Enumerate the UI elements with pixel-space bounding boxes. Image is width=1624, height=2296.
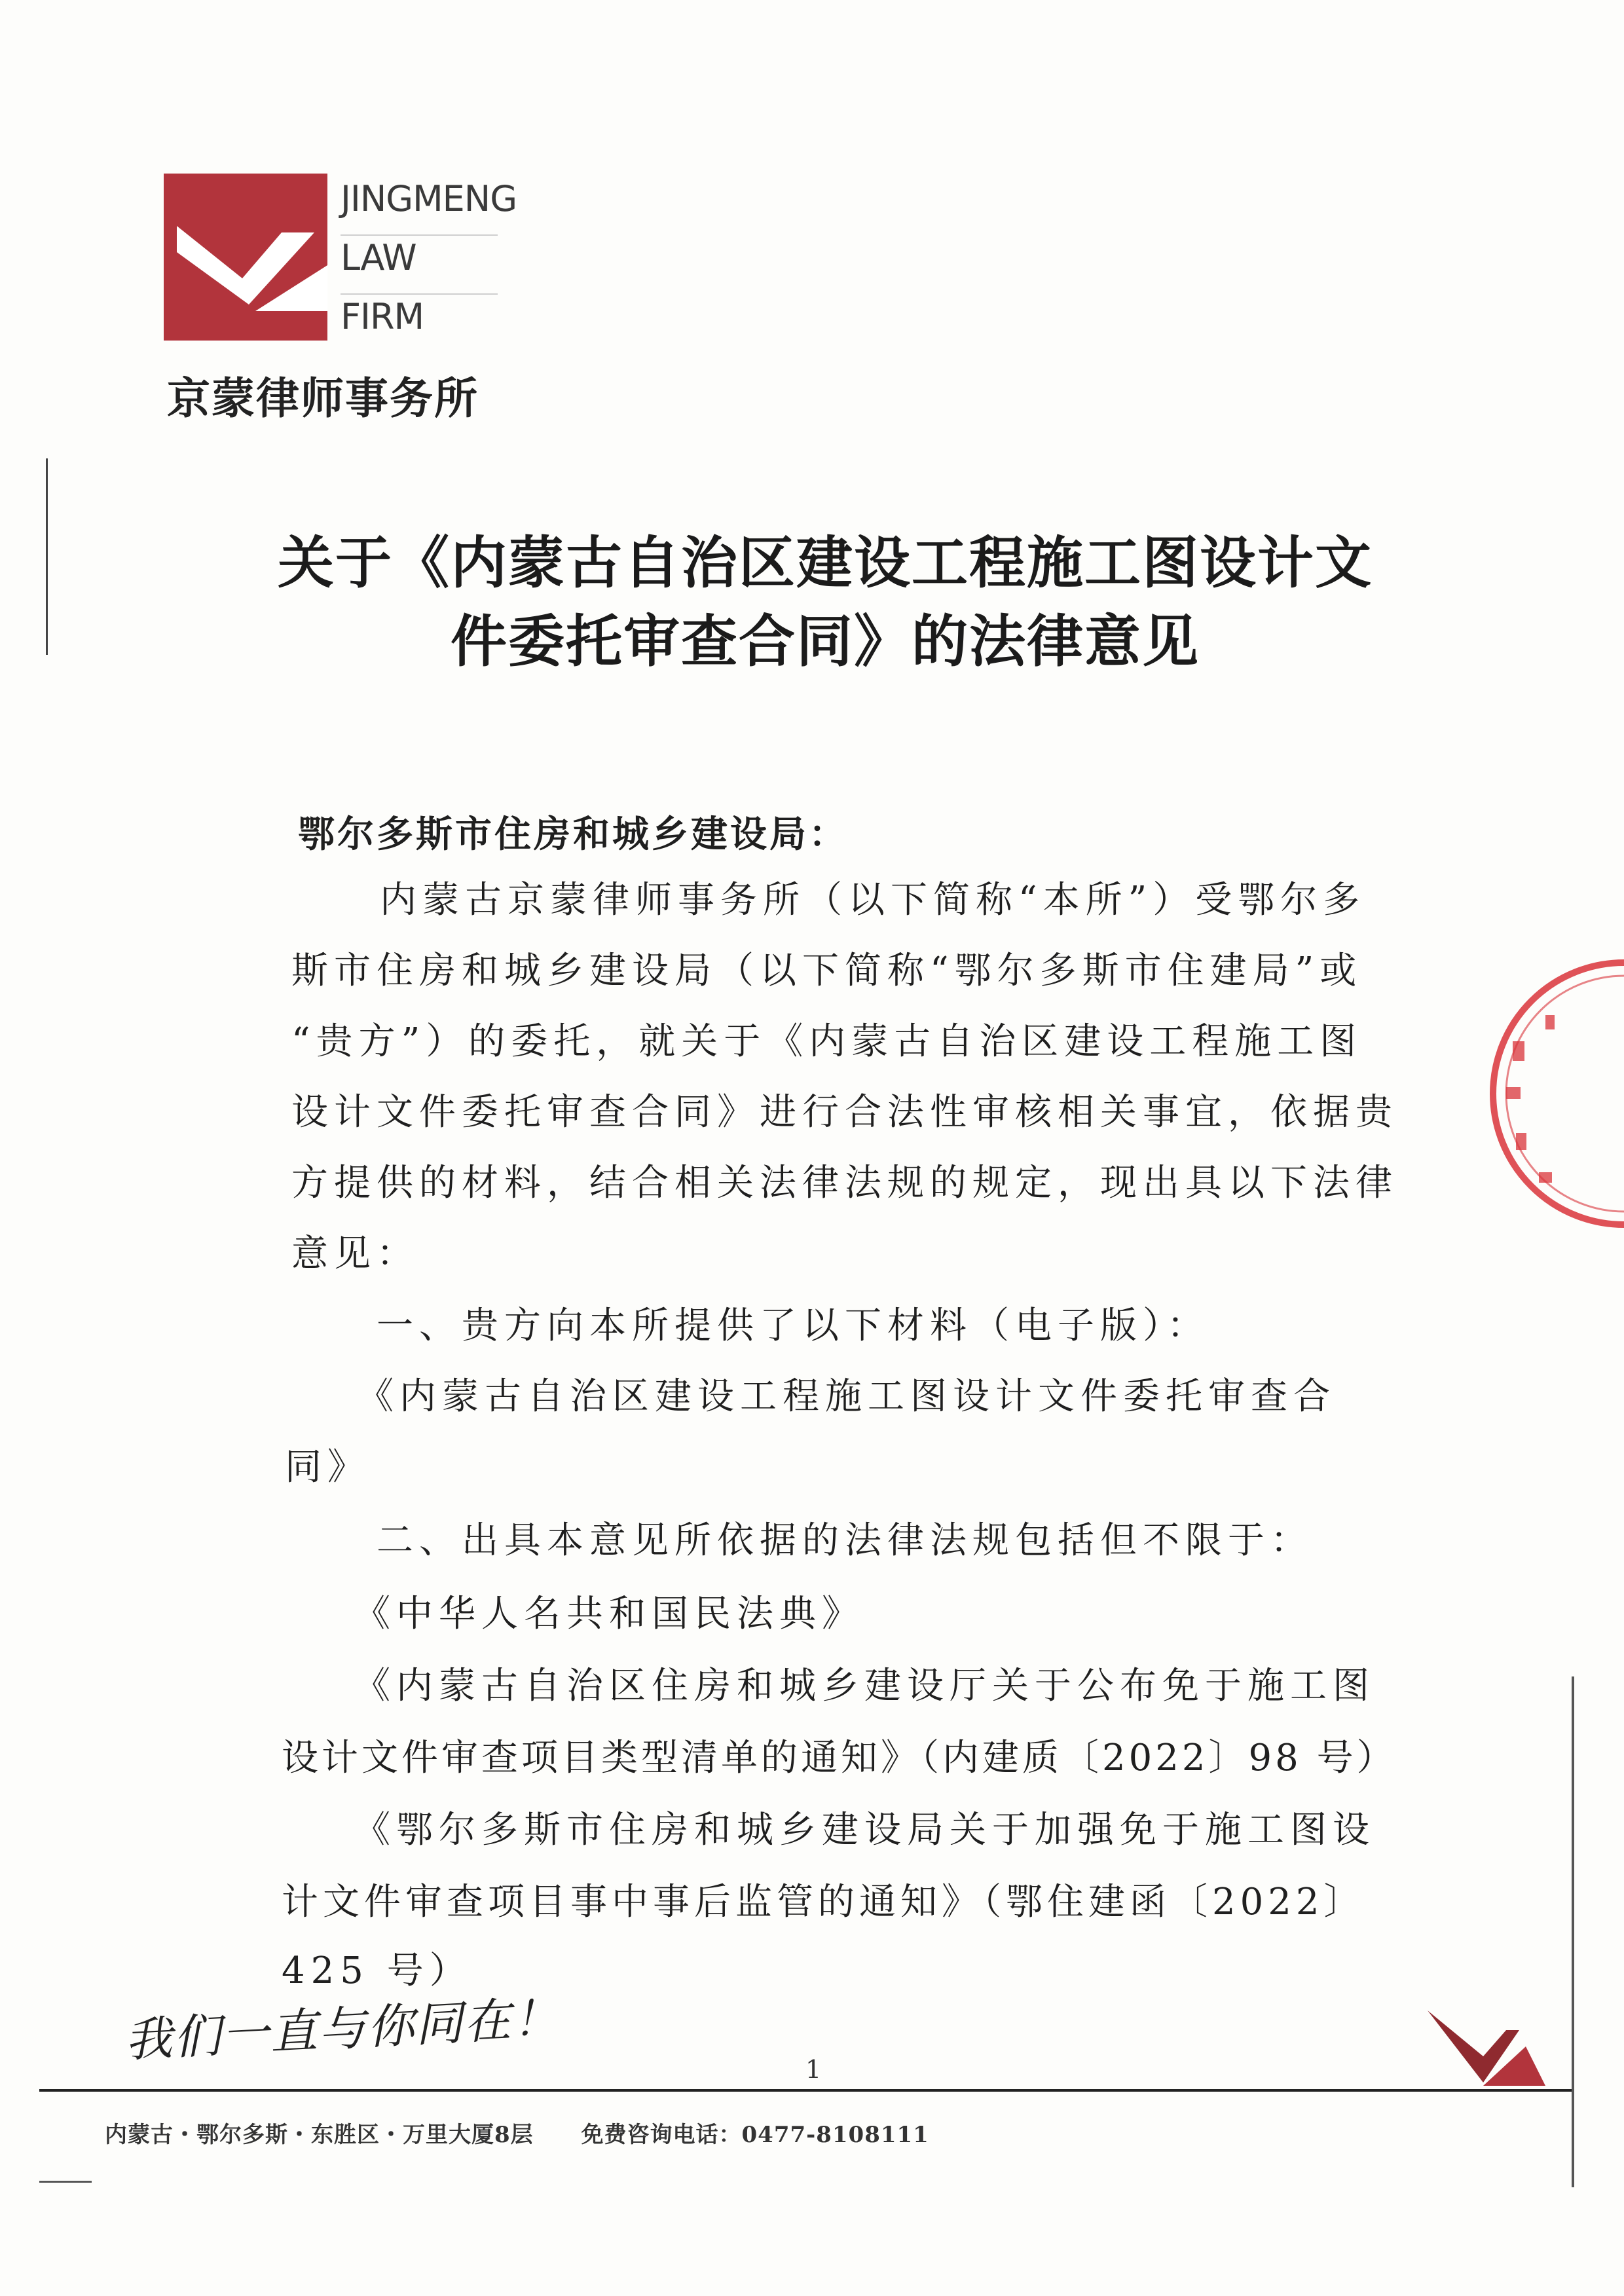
- title-line: 件委托审查合同》的法律意见: [451, 609, 1200, 675]
- scan-margin-line: [46, 458, 48, 655]
- section-heading: 二、出具本意见所依据的法律法规包括但不限于：: [377, 1519, 1313, 1562]
- footer-address: 内蒙古・鄂尔多斯・东胜区・万里大厦8层: [105, 2122, 534, 2148]
- title-line: 关于《内蒙古自治区建设工程施工图设计文: [278, 530, 1373, 596]
- firm-logo-mark: [164, 174, 327, 341]
- document-title: [249, 524, 1401, 681]
- footer-logo-icon: [1421, 2010, 1545, 2089]
- footer-rule: [39, 2089, 1572, 2092]
- body-line: 《内蒙古自治区建设工程施工图设计文件委托审查合: [357, 1375, 1336, 1418]
- body-line: 意见：: [291, 1232, 419, 1275]
- body-line: 同》: [285, 1446, 370, 1489]
- scan-edge-mark: [39, 2181, 92, 2183]
- body-line: 斯市住房和城乡建设局（以下简称“鄂尔多斯市住建局”或: [291, 950, 1363, 992]
- logo-word: LAW: [341, 236, 498, 295]
- body-line: 《内蒙古自治区住房和城乡建设厅关于公布免于施工图: [354, 1665, 1375, 1707]
- page-number: 1: [805, 2055, 822, 2084]
- body-line: 设计文件委托审查合同》进行合法性审核相关事宜，依据贵: [291, 1091, 1398, 1134]
- logo-wordmark: [341, 177, 517, 352]
- body-line: 425 号）: [282, 1950, 472, 1992]
- body-line: “贵方”）的委托，就关于《内蒙古自治区建设工程施工图: [291, 1020, 1363, 1063]
- addressee: 鄂尔多斯市住房和城乡建设局：: [298, 813, 848, 856]
- logo-chevron-icon: [164, 174, 327, 341]
- official-seal-icon: [1467, 943, 1624, 1244]
- body-line: 计文件审查项目事中事后监管的通知》（鄂住建函〔2022〕: [282, 1881, 1365, 1923]
- body-line: 《鄂尔多斯市住房和城乡建设局关于加强免于施工图设: [354, 1809, 1375, 1851]
- section-heading: 一、贵方向本所提供了以下材料（电子版）：: [377, 1305, 1209, 1347]
- logo-word: JINGMENG: [341, 177, 498, 236]
- body-line: 《中华人名共和国民法典》: [354, 1593, 864, 1635]
- footer-hotline: 免费咨询电话：0477-8108111: [581, 2122, 929, 2148]
- logo-word: FIRM: [341, 296, 424, 337]
- body-line: 方提供的材料，结合相关法律法规的规定，现出具以下法律: [291, 1162, 1398, 1204]
- body-line: 内蒙古京蒙律师事务所（以下简称“本所”）受鄂尔多: [380, 879, 1366, 921]
- scan-edge-line: [1572, 1676, 1574, 2187]
- footer-info: [105, 2117, 969, 2149]
- firm-name: 京蒙律师事务所: [167, 373, 479, 424]
- signature-slogan: 我们一直与你同在！: [123, 1990, 563, 2068]
- body-line: 设计文件审查项目类型清单的通知》（内建质〔2022〕98 号）: [282, 1737, 1397, 1779]
